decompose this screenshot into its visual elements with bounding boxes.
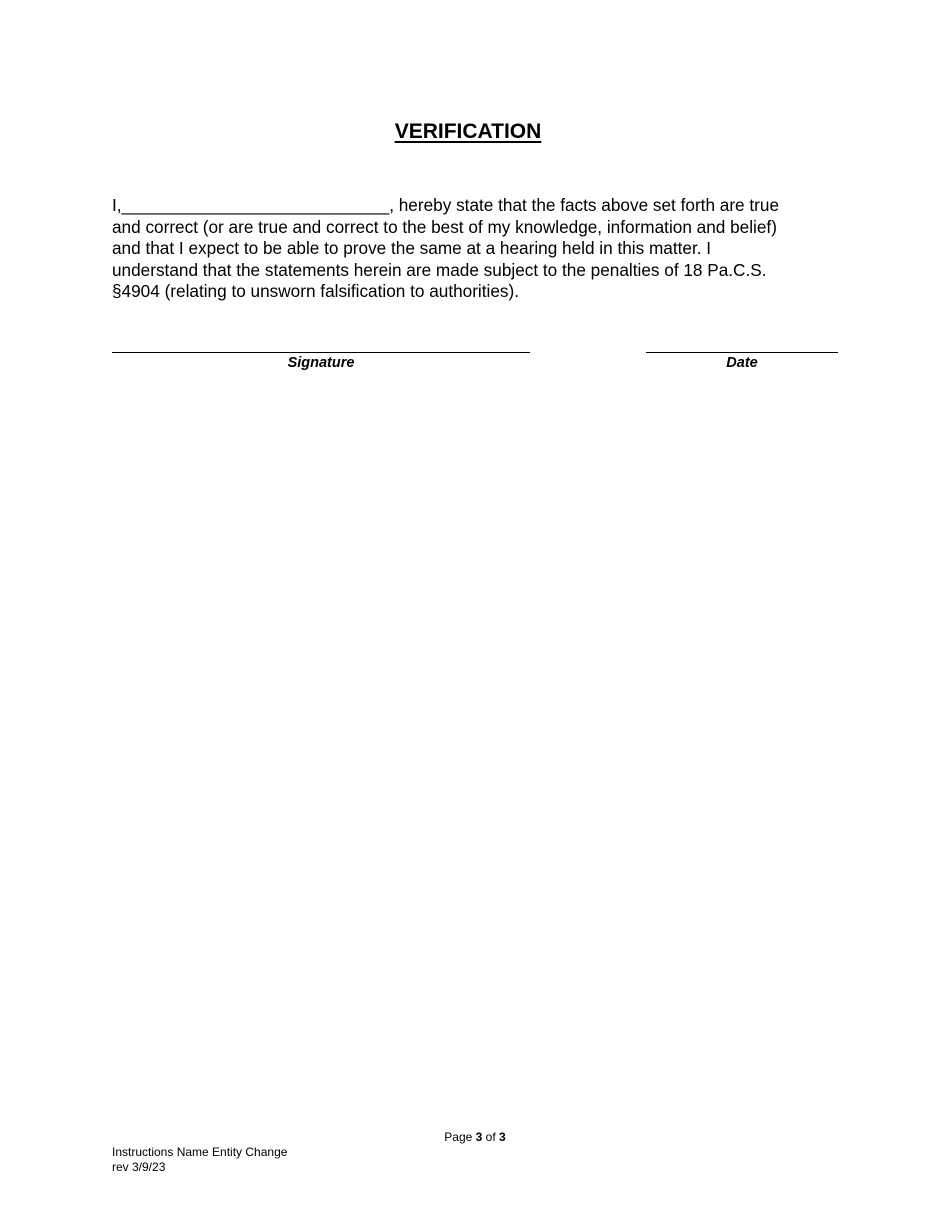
statement-line: §4904 (relating to unsworn falsification to authorities). — [112, 281, 519, 302]
date-line[interactable] — [646, 352, 838, 353]
page-total: 3 — [499, 1130, 506, 1144]
page-prefix: Page — [444, 1130, 473, 1144]
page-of: of — [485, 1130, 496, 1144]
footer-revision: rev 3/9/23 — [112, 1159, 166, 1174]
document-footer — [112, 1145, 287, 1174]
date-block — [646, 352, 838, 392]
page-current: 3 — [475, 1130, 483, 1144]
statement-line: and correct (or are true and correct to the best of my knowledge, information and belief) — [112, 216, 777, 237]
date-label: Date — [726, 355, 758, 371]
page-number — [0, 1130, 950, 1145]
statement-line: and that I expect to be able to prove the same at a hearing held in this matter. I — [112, 238, 712, 259]
verification-statement — [112, 195, 840, 303]
statement-line: I,____________________________, hereby state that the facts above set forth are true — [112, 195, 780, 215]
signature-block — [112, 352, 530, 392]
footer-doc-name: Instructions Name Entity Change — [112, 1145, 288, 1159]
signature-line[interactable] — [112, 352, 530, 353]
page-title: VERIFICATION — [394, 120, 542, 143]
statement-line: understand that the statements herein are made subject to the penalties of 18 Pa.C.S. — [112, 259, 767, 280]
signature-label: Signature — [287, 355, 355, 371]
